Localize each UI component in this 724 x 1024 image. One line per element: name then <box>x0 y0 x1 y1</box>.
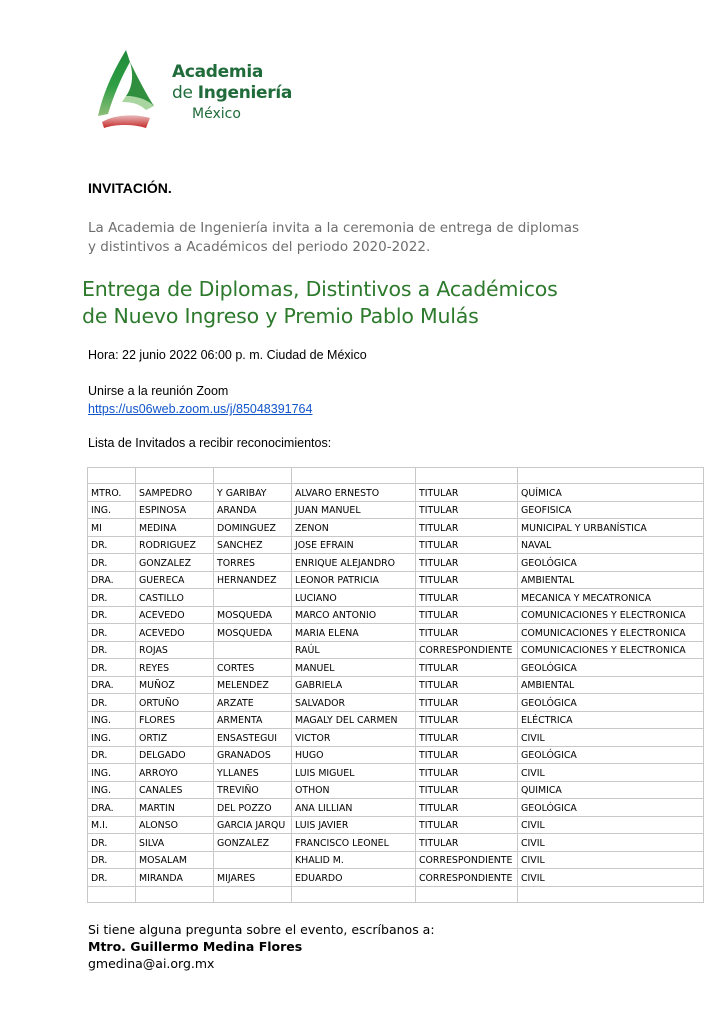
academy-logo-mark-icon <box>96 48 158 130</box>
guest-specialty-cell: ELÉCTRICA <box>518 711 704 729</box>
guest-surname-2-cell: SANCHEZ <box>214 536 292 554</box>
guest-title-cell: ING. <box>88 711 136 729</box>
event-title-line-1: Entrega de Diplomas, Distintivos a Académicos <box>82 277 558 301</box>
guest-title-cell: ING. <box>88 764 136 782</box>
guest-category-cell: TITULAR <box>416 816 518 834</box>
guest-specialty-cell: CIVIL <box>518 869 704 887</box>
guest-title-cell: DR. <box>88 746 136 764</box>
guest-specialty-cell: GEOLÓGICA <box>518 746 704 764</box>
guest-category-cell: TITULAR <box>416 781 518 799</box>
guest-title-cell: MI <box>88 519 136 537</box>
guest-surname-1-cell: ESPINOSA <box>136 501 214 519</box>
guest-given-names-cell: SALVADOR <box>292 694 416 712</box>
academy-logo <box>96 48 296 132</box>
guest-given-names-cell: LUIS JAVIER <box>292 816 416 834</box>
guest-category-cell: CORRESPONDIENTE <box>416 851 518 869</box>
guest-title-cell: DR. <box>88 869 136 887</box>
guest-specialty-cell: MUNICIPAL Y URBANÍSTICA <box>518 519 704 537</box>
guest-category-cell: TITULAR <box>416 764 518 782</box>
table-row <box>88 606 704 624</box>
guest-category-cell: TITULAR <box>416 624 518 642</box>
guest-specialty-cell: GEOLÓGICA <box>518 694 704 712</box>
guest-title-cell: DR. <box>88 624 136 642</box>
guest-surname-2-cell: GARCIA JARQU <box>214 816 292 834</box>
guest-category-cell: TITULAR <box>416 501 518 519</box>
guest-category-cell: TITULAR <box>416 799 518 817</box>
table-row <box>88 694 704 712</box>
guest-surname-1-cell: REYES <box>136 659 214 677</box>
table-row <box>88 711 704 729</box>
guest-title-cell: MTRO. <box>88 484 136 502</box>
guest-category-cell: TITULAR <box>416 589 518 607</box>
guest-surname-2-cell <box>214 851 292 869</box>
guest-surname-1-cell: DELGADO <box>136 746 214 764</box>
guest-surname-1-cell: ACEVEDO <box>136 606 214 624</box>
guest-surname-1-cell: CANALES <box>136 781 214 799</box>
guest-given-names-cell: MAGALY DEL CARMEN <box>292 711 416 729</box>
guest-specialty-cell: QUÍMICA <box>518 484 704 502</box>
guest-specialty-cell: NAVAL <box>518 536 704 554</box>
guest-surname-2-cell: ARZATE <box>214 694 292 712</box>
guest-surname-2-cell: ENSASTEGUI <box>214 729 292 747</box>
logo-text-ingenieria <box>172 83 292 104</box>
guest-specialty-cell: COMUNICACIONES Y ELECTRONICA <box>518 624 704 642</box>
guest-category-cell: TITULAR <box>416 711 518 729</box>
guest-given-names-cell: MARIA ELENA <box>292 624 416 642</box>
guest-specialty-cell: AMBIENTAL <box>518 676 704 694</box>
guest-surname-1-cell: CASTILLO <box>136 589 214 607</box>
guest-given-names-cell: ALVARO ERNESTO <box>292 484 416 502</box>
table-blank-row-bottom <box>88 886 704 902</box>
table-row <box>88 851 704 869</box>
guest-surname-2-cell: MELENDEZ <box>214 676 292 694</box>
guest-surname-2-cell: YLLANES <box>214 764 292 782</box>
table-row <box>88 676 704 694</box>
table-row <box>88 659 704 677</box>
guest-title-cell: DR. <box>88 641 136 659</box>
guest-surname-1-cell: GUERECA <box>136 571 214 589</box>
guest-given-names-cell: ENRIQUE ALEJANDRO <box>292 554 416 572</box>
table-row <box>88 501 704 519</box>
table-blank-row-top <box>88 468 704 484</box>
guest-surname-2-cell: GRANADOS <box>214 746 292 764</box>
guest-surname-1-cell: MARTIN <box>136 799 214 817</box>
guest-specialty-cell: GEOLÓGICA <box>518 659 704 677</box>
invitation-heading: INVITACIÓN. <box>88 180 172 196</box>
guest-title-cell: ING. <box>88 501 136 519</box>
guest-given-names-cell: JOSE EFRAIN <box>292 536 416 554</box>
guest-given-names-cell: RAÚL <box>292 641 416 659</box>
guest-surname-1-cell: MUÑOZ <box>136 676 214 694</box>
guest-surname-2-cell: DEL POZZO <box>214 799 292 817</box>
logo-text-ingenieria-bold: Ingeniería <box>197 83 293 103</box>
guest-given-names-cell: HUGO <box>292 746 416 764</box>
intro-line-2: y distintivos a Académicos del periodo 2020-2022. <box>88 239 431 255</box>
guest-surname-1-cell: ACEVEDO <box>136 624 214 642</box>
guest-surname-1-cell: MEDINA <box>136 519 214 537</box>
guest-surname-2-cell <box>214 641 292 659</box>
logo-text-academia: Academia <box>172 62 264 82</box>
intro-line-1: La Academia de Ingeniería invita a la ceremonia de entrega de diplomas <box>88 220 580 236</box>
guest-given-names-cell: FRANCISCO LEONEL <box>292 834 416 852</box>
guest-title-cell: DRA. <box>88 571 136 589</box>
table-row <box>88 834 704 852</box>
guest-surname-2-cell: TREVIÑO <box>214 781 292 799</box>
guest-category-cell: TITULAR <box>416 554 518 572</box>
guest-given-names-cell: OTHON <box>292 781 416 799</box>
table-row <box>88 869 704 887</box>
event-title <box>82 276 558 330</box>
footer-contact-name: Mtro. Guillermo Medina Flores <box>88 939 303 954</box>
table-row <box>88 781 704 799</box>
table-row <box>88 799 704 817</box>
guest-title-cell: DR. <box>88 851 136 869</box>
guest-given-names-cell: MARCO ANTONIO <box>292 606 416 624</box>
guest-given-names-cell: ANA LILLIAN <box>292 799 416 817</box>
table-row <box>88 484 704 502</box>
guest-category-cell: TITULAR <box>416 571 518 589</box>
guest-specialty-cell: GEOLÓGICA <box>518 799 704 817</box>
guest-title-cell: DRA. <box>88 676 136 694</box>
guest-category-cell: TITULAR <box>416 659 518 677</box>
guest-title-cell: DR. <box>88 834 136 852</box>
guest-specialty-cell: MECANICA Y MECATRONICA <box>518 589 704 607</box>
guest-specialty-cell: GEOFISICA <box>518 501 704 519</box>
guest-category-cell: TITULAR <box>416 694 518 712</box>
guest-surname-2-cell: ARANDA <box>214 501 292 519</box>
guest-title-cell: ING. <box>88 729 136 747</box>
guest-surname-2-cell: DOMINGUEZ <box>214 519 292 537</box>
table-row <box>88 554 704 572</box>
table-row <box>88 816 704 834</box>
guest-surname-2-cell: TORRES <box>214 554 292 572</box>
logo-text-mexico: México <box>192 106 241 122</box>
guest-title-cell: DRA. <box>88 799 136 817</box>
guest-title-cell: DR. <box>88 606 136 624</box>
zoom-meeting-link[interactable]: https://us06web.zoom.us/j/85048391764 <box>88 402 313 416</box>
table-row <box>88 519 704 537</box>
guest-category-cell: TITULAR <box>416 834 518 852</box>
table-row <box>88 729 704 747</box>
guest-given-names-cell: GABRIELA <box>292 676 416 694</box>
guest-given-names-cell: ZENON <box>292 519 416 537</box>
intro-paragraph <box>88 219 628 257</box>
guest-given-names-cell: VICTOR <box>292 729 416 747</box>
guest-surname-2-cell: HERNANDEZ <box>214 571 292 589</box>
guest-list-label: Lista de Invitados a recibir reconocimientos: <box>88 436 332 450</box>
table-row <box>88 571 704 589</box>
guest-title-cell: DR. <box>88 659 136 677</box>
guest-specialty-cell: GEOLÓGICA <box>518 554 704 572</box>
guest-surname-1-cell: MOSALAM <box>136 851 214 869</box>
guest-surname-1-cell: ORTUÑO <box>136 694 214 712</box>
guest-specialty-cell: CIVIL <box>518 729 704 747</box>
guest-specialty-cell: CIVIL <box>518 816 704 834</box>
table-row <box>88 589 704 607</box>
event-time: Hora: 22 junio 2022 06:00 p. m. Ciudad de México <box>88 348 367 362</box>
zoom-label: Unirse a la reunión Zoom <box>88 384 229 398</box>
guest-table <box>87 467 704 903</box>
guest-surname-2-cell: MOSQUEDA <box>214 606 292 624</box>
guest-surname-2-cell: MOSQUEDA <box>214 624 292 642</box>
guest-title-cell: DR. <box>88 589 136 607</box>
guest-specialty-cell: COMUNICACIONES Y ELECTRONICA <box>518 606 704 624</box>
table-row <box>88 641 704 659</box>
guest-category-cell: CORRESPONDIENTE <box>416 641 518 659</box>
guest-surname-1-cell: FLORES <box>136 711 214 729</box>
guest-specialty-cell: CIVIL <box>518 851 704 869</box>
guest-given-names-cell: LUCIANO <box>292 589 416 607</box>
guest-specialty-cell: QUIMICA <box>518 781 704 799</box>
logo-text-de: de <box>172 83 198 103</box>
guest-surname-1-cell: ORTIZ <box>136 729 214 747</box>
guest-surname-2-cell: MIJARES <box>214 869 292 887</box>
guest-surname-2-cell: GONZALEZ <box>214 834 292 852</box>
guest-surname-1-cell: GONZALEZ <box>136 554 214 572</box>
guest-title-cell: DR. <box>88 694 136 712</box>
guest-specialty-cell: COMUNICACIONES Y ELECTRONICA <box>518 641 704 659</box>
guest-specialty-cell: CIVIL <box>518 834 704 852</box>
guest-surname-2-cell: Y GARIBAY <box>214 484 292 502</box>
guest-specialty-cell: AMBIENTAL <box>518 571 704 589</box>
guest-surname-1-cell: ALONSO <box>136 816 214 834</box>
table-row <box>88 624 704 642</box>
guest-category-cell: TITULAR <box>416 676 518 694</box>
guest-given-names-cell: LEONOR PATRICIA <box>292 571 416 589</box>
guest-category-cell: CORRESPONDIENTE <box>416 869 518 887</box>
guest-title-cell: ING. <box>88 781 136 799</box>
footer-email: gmedina@ai.org.mx <box>88 956 215 971</box>
guest-surname-1-cell: SILVA <box>136 834 214 852</box>
guest-surname-2-cell: ARMENTA <box>214 711 292 729</box>
guest-given-names-cell: EDUARDO <box>292 869 416 887</box>
guest-given-names-cell: MANUEL <box>292 659 416 677</box>
guest-title-cell: DR. <box>88 554 136 572</box>
guest-surname-1-cell: RODRIGUEZ <box>136 536 214 554</box>
guest-surname-2-cell: CORTES <box>214 659 292 677</box>
guest-category-cell: TITULAR <box>416 484 518 502</box>
table-row <box>88 536 704 554</box>
guest-title-cell: DR. <box>88 536 136 554</box>
guest-surname-1-cell: MIRANDA <box>136 869 214 887</box>
table-row <box>88 746 704 764</box>
guest-given-names-cell: KHALID M. <box>292 851 416 869</box>
table-row <box>88 764 704 782</box>
guest-given-names-cell: JUAN MANUEL <box>292 501 416 519</box>
guest-surname-1-cell: ARROYO <box>136 764 214 782</box>
footer-contact <box>88 921 435 972</box>
guest-surname-1-cell: SAMPEDRO <box>136 484 214 502</box>
event-title-line-2: de Nuevo Ingreso y Premio Pablo Mulás <box>82 304 479 328</box>
guest-surname-2-cell <box>214 589 292 607</box>
guest-category-cell: TITULAR <box>416 729 518 747</box>
guest-category-cell: TITULAR <box>416 746 518 764</box>
guest-category-cell: TITULAR <box>416 519 518 537</box>
guest-category-cell: TITULAR <box>416 536 518 554</box>
footer-question: Si tiene alguna pregunta sobre el evento, escríbanos a: <box>88 922 435 937</box>
guest-given-names-cell: LUIS MIGUEL <box>292 764 416 782</box>
guest-category-cell: TITULAR <box>416 606 518 624</box>
guest-surname-1-cell: ROJAS <box>136 641 214 659</box>
guest-specialty-cell: CIVIL <box>518 764 704 782</box>
guest-title-cell: M.I. <box>88 816 136 834</box>
